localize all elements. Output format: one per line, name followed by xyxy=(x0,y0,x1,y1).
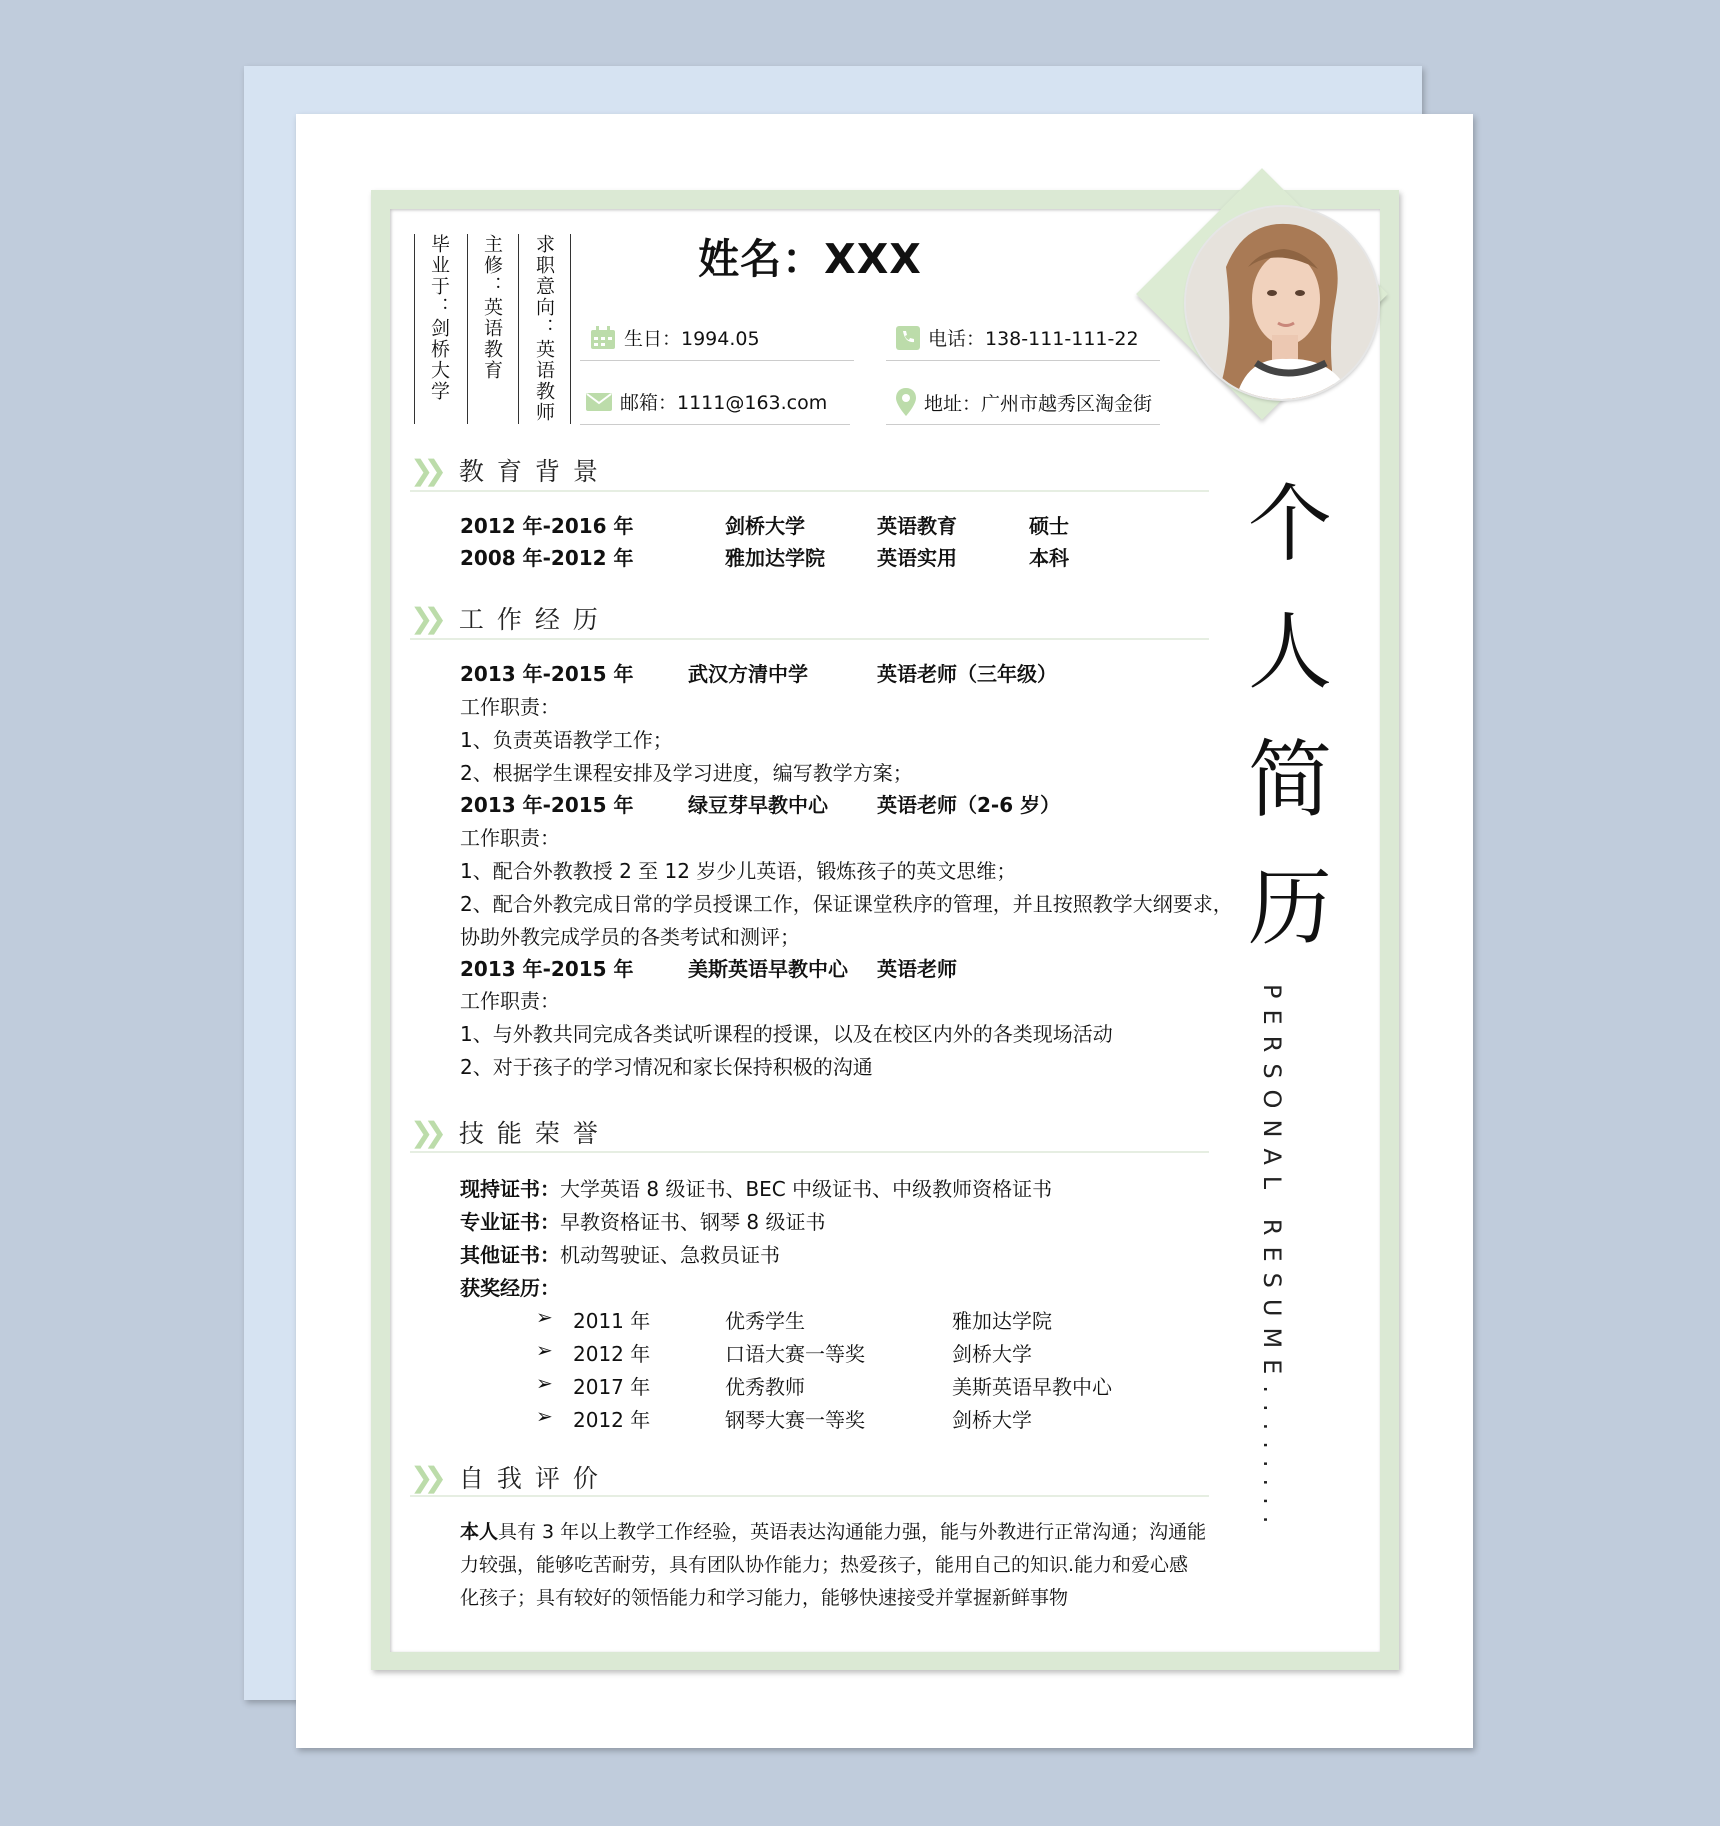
name-title: 姓名：XXX xyxy=(698,235,922,283)
duty-item: 2、对于孩子的学习情况和家长保持积极的沟通 xyxy=(460,1055,873,1079)
award-name: 钢琴大赛一等奖 xyxy=(725,1408,865,1432)
section-divider xyxy=(410,638,1209,640)
underline xyxy=(580,424,850,425)
arrow-bullet-icon: ➢ xyxy=(536,1371,553,1395)
award-year: 2012 年 xyxy=(573,1408,651,1432)
divider xyxy=(570,234,571,424)
arrow-bullet-icon: ➢ xyxy=(536,1305,553,1329)
birthday-info xyxy=(590,324,760,351)
cert-row xyxy=(460,1239,780,1268)
edu-degree: 本科 xyxy=(1029,546,1069,570)
self-eval-line: 力较强，能够吃苦耐劳，具有团队协作能力；热爱孩子，能用自己的知识.能力和爱心感 xyxy=(460,1554,1189,1576)
edu-major: 英语教育 xyxy=(877,514,957,538)
underline xyxy=(886,424,1160,425)
chevron-icon: ❯❯ xyxy=(410,453,437,487)
cert-label: 现持证书： xyxy=(460,1177,560,1201)
address-text: 地址：广州市越秀区淘金街 xyxy=(924,392,1153,415)
profile-photo xyxy=(1186,207,1378,399)
cert-value: 大学英语 8 级证书、BEC 中级证书、中级教师资格证书 xyxy=(560,1177,1053,1201)
skills-heading xyxy=(410,1114,611,1150)
award-name: 口语大赛一等奖 xyxy=(725,1342,865,1366)
award-name: 优秀学生 xyxy=(725,1309,805,1333)
cert-value: 早教资格证书、钢琴 8 级证书 xyxy=(560,1210,826,1234)
award-org: 雅加达学院 xyxy=(952,1309,1052,1333)
duty-item: 协助外教完成学员的各类考试和测评； xyxy=(460,925,800,949)
duty-item: 2、配合外教完成日常的学员授课工作，保证课堂秩序的管理，并且按照教学大纲要求， xyxy=(460,892,1233,916)
edu-period: 2008 年-2012 年 xyxy=(460,546,634,570)
divider xyxy=(414,234,415,424)
duty-item: 1、与外教共同完成各类试听课程的授课，以及在校区内外的各类现场活动 xyxy=(460,1022,1113,1046)
personal-resume-label: PERSONAL RESUME........ xyxy=(1258,984,1286,1535)
section-divider xyxy=(410,1151,1209,1153)
duty-item: 2、根据学生课程安排及学习进度，编写教学方案； xyxy=(460,761,913,785)
edu-school: 剑桥大学 xyxy=(725,514,805,538)
birthday-text: 生日：1994.05 xyxy=(624,328,760,350)
section-title: 自我评价 xyxy=(458,1464,611,1493)
self-eval-line xyxy=(460,1517,1206,1544)
self-eval-lead: 本人 xyxy=(460,1521,499,1543)
job-org: 绿豆芽早教中心 xyxy=(688,793,828,817)
title-char: 历 xyxy=(1248,859,1333,957)
duty-label: 工作职责： xyxy=(460,695,560,719)
cert-row xyxy=(460,1206,825,1235)
calendar-icon xyxy=(590,326,616,350)
self-eval-line: 化孩子；具有较好的领悟能力和学习能力，能够快速接受并掌握新鲜事物 xyxy=(460,1587,1069,1609)
job-period: 2013 年-2015 年 xyxy=(460,793,634,817)
graduated-from: 毕业于：剑桥大学 xyxy=(428,234,450,402)
location-pin-icon xyxy=(896,388,916,416)
cert-label: 专业证书： xyxy=(460,1210,560,1234)
title-char: 简 xyxy=(1248,731,1333,829)
envelope-icon xyxy=(586,393,612,411)
award-org: 美斯英语早教中心 xyxy=(952,1375,1112,1399)
cert-label: 其他证书： xyxy=(460,1243,560,1267)
section-title: 技能荣誉 xyxy=(458,1119,611,1148)
title-char: 个 xyxy=(1248,475,1333,573)
edu-major: 英语实用 xyxy=(877,546,957,570)
job-org: 美斯英语早教中心 xyxy=(688,957,848,981)
arrow-bullet-icon: ➢ xyxy=(536,1338,553,1362)
section-divider xyxy=(410,490,1209,492)
award-name: 优秀教师 xyxy=(725,1375,805,1399)
phone-info xyxy=(896,324,1139,351)
award-year: 2017 年 xyxy=(573,1375,651,1399)
award-org: 剑桥大学 xyxy=(952,1408,1032,1432)
job-period: 2013 年-2015 年 xyxy=(460,957,634,981)
cert-value: 机动驾驶证、急救员证书 xyxy=(560,1243,780,1267)
underline xyxy=(580,360,854,361)
awards-label: 获奖经历： xyxy=(460,1276,560,1300)
self-eval-heading xyxy=(410,1459,611,1495)
section-title: 教育背景 xyxy=(458,457,611,486)
work-heading xyxy=(410,600,611,636)
chevron-icon: ❯❯ xyxy=(410,601,437,635)
email-text: 邮箱：1111@163.com xyxy=(620,392,828,414)
job-objective: 求职意向：英语教师 xyxy=(533,234,555,423)
job-role: 英语老师 xyxy=(877,957,957,981)
award-year: 2012 年 xyxy=(573,1342,651,1366)
award-year: 2011 年 xyxy=(573,1309,651,1333)
divider xyxy=(467,234,468,424)
phone-text: 电话：138-111-111-22 xyxy=(928,328,1139,350)
job-role: 英语老师（2-6 岁） xyxy=(877,793,1061,817)
education-heading xyxy=(410,452,611,488)
section-title: 工作经历 xyxy=(458,605,611,634)
duty-item: 1、负责英语教学工作； xyxy=(460,728,673,752)
job-org: 武汉方清中学 xyxy=(688,662,808,686)
address-info xyxy=(896,388,1152,416)
duty-label: 工作职责： xyxy=(460,826,560,850)
section-divider xyxy=(410,1495,1209,1497)
duty-label: 工作职责： xyxy=(460,989,560,1013)
chevron-icon: ❯❯ xyxy=(410,1115,437,1149)
divider xyxy=(518,234,519,424)
underline xyxy=(886,360,1160,361)
chevron-icon: ❯❯ xyxy=(410,1460,437,1494)
edu-period: 2012 年-2016 年 xyxy=(460,514,634,538)
job-role: 英语老师（三年级） xyxy=(877,662,1057,686)
phone-icon xyxy=(896,326,920,350)
title-char: 人 xyxy=(1248,603,1333,701)
self-eval-text: 具有 3 年以上教学工作经验，英语表达沟通能力强，能与外教进行正常沟通；沟通能 xyxy=(498,1521,1207,1543)
arrow-bullet-icon: ➢ xyxy=(536,1404,553,1428)
edu-school: 雅加达学院 xyxy=(725,546,825,570)
award-org: 剑桥大学 xyxy=(952,1342,1032,1366)
major: 主修：英语教育 xyxy=(481,234,503,381)
email-info xyxy=(586,388,827,415)
job-period: 2013 年-2015 年 xyxy=(460,662,634,686)
duty-item: 1、配合外教教授 2 至 12 岁少儿英语，锻炼孩子的英文思维； xyxy=(460,859,1017,883)
cert-row xyxy=(460,1173,1052,1202)
edu-degree: 硕士 xyxy=(1029,514,1069,538)
